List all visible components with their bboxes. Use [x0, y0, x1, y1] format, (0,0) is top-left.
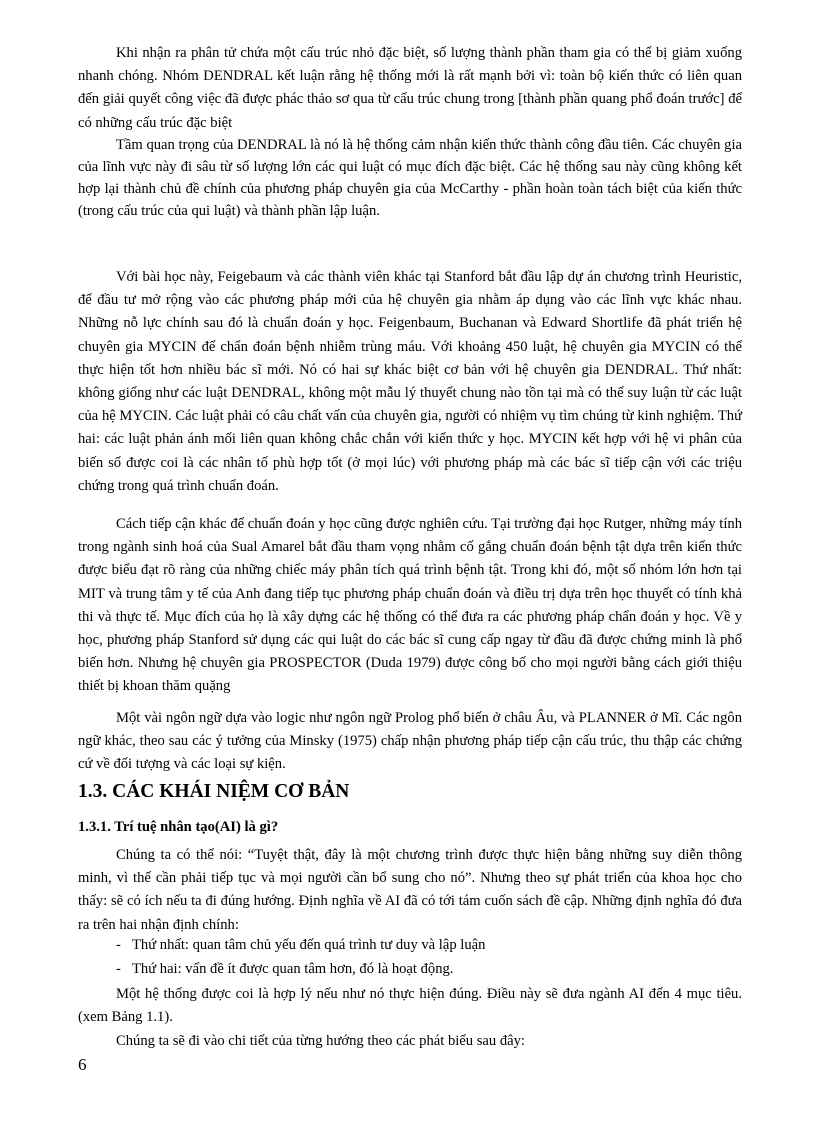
page-number: 6 — [78, 1055, 87, 1074]
list-item — [116, 934, 742, 956]
list-item-text: Thứ hai: vấn đề ít được quan tâm hơn, đó là hoạt động. — [132, 961, 454, 977]
list-item-text: Thứ nhất: quan tâm chủ yếu đến quá trình tư duy và lập luận — [132, 937, 486, 953]
paragraph-mycin: Với bài học này, Feigebaum và các thành viên khác tại Stanford bắt đầu lập dự án chương trình Heuristic, để đầu tư mở rộng vào các phương pháp mới của hệ chuyên gia nhằm áp dụng vào các lĩnh vực khác nhau. Những nỗ lực chính sau đó là chuẩn đoán y học. Feigenbaum, Buchanan và Edward Shortlife đã phát triển hệ chuyên gia MYCIN để chẩn đoán bệnh nhiễm trùng máu. Với khoảng 450 luật, hệ chuyên gia MYCIN có thể thực hiện tốt hơn nhiều bác sĩ mới. Nó có hai sự khác biệt cơ bản với hệ chuyên gia DENDRAL. Thứ nhất: không giống như các luật DENDRAL, không một mẫu lý thuyết chung nào tồn tại mà có thể suy luận từ các luật của hệ MYCIN. Các luật phải có câu chất vấn của chuyên gia, người có nhiệm vụ tìm chúng từ kinh nghiệm. Thứ hai: các luật phản ánh mối liên quan không chắc chắn với kiến thức y học. MYCIN kết hợp với hệ vi phân của biến số được coi là các nhân tố phù hợp tốt (ở mọi lúc) với phương pháp mà các bác sĩ tiếp cận với các triệu chứng trong quá trình chuẩn đoán. — [78, 269, 742, 494]
paragraph-logic-languages: Một vài ngôn ngữ dựa vào logic như ngôn ngữ Prolog phổ biến ở châu Âu, và PLANNER ở Mĩ. Các ngôn ngữ khác, theo sau các ý tưởng của Minsky (1975) chấp nhận phương pháp tiếp cận cấu trúc, thu thập các chứng cứ về đối tượng và các loại sự kiện. — [78, 710, 742, 773]
paragraph-dendral-structure: Khi nhận ra phân tử chứa một cấu trúc nhỏ đặc biệt, số lượng thành phần tham gia có thể bị giảm xuống nhanh chóng. Nhóm DENDRAL kết luận rằng hệ thống mới là rất mạnh bởi vì: toàn bộ kiến thức có liên quan đến giải quyết công việc đã được phác thảo sơ qua từ cấu trúc chung trong [thành phần quang phổ đoán trước] để có những cấu trúc đặc biệt — [78, 45, 742, 131]
section-heading: 1.3. CÁC KHÁI NIỆM CƠ BẢN — [78, 781, 350, 802]
paragraph-dendral-importance: Tầm quan trọng của DENDRAL là nó là hệ thống cảm nhận kiến thức thành công đầu tiên. Các chuyên gia của lĩnh vực này đi sâu từ số lượng lớn các qui luật có mục đích đặc biệt. Các hệ thống sau này cũng không kết hợp lại thành chủ đề chính của phương pháp chuyên gia của McCarthy - phần hoàn toàn tách biệt của kiến thức (trong cấu trúc của qui luật) và thành phần lập luận. — [78, 137, 742, 219]
bullet-marker: - — [116, 961, 121, 977]
subsection-heading: 1.3.1. Trí tuệ nhân tạo(AI) là gì? — [78, 819, 279, 835]
paragraph-rational-system: Một hệ thống được coi là hợp lý nếu như nó thực hiện đúng. Điều này sẽ đưa ngành AI đến 4 mục tiêu.(xem Bảng 1.1). — [78, 986, 742, 1026]
bullet-marker: - — [116, 937, 121, 953]
paragraph-details-intro: Chúng ta sẽ đi vào chi tiết của từng hướng theo các phát biểu sau đây: — [116, 1033, 525, 1049]
list-item — [116, 958, 742, 980]
paragraph-ai-definition: Chúng ta có thể nói: “Tuyệt thật, đây là một chương trình được thực hiện bằng những suy diễn thông minh, vì thế cần phải tiếp tục và mọi người cần bổ sung cho nó”. Nhưng theo sự phát triển của khoa học cho thấy: sẽ có ích nếu ta đi đúng hướng. Định nghĩa về AI đã có tới tám cuốn sách đề cập. Những định nghĩa đó đưa ra trên hai nhận định chính: — [78, 847, 742, 933]
paragraph-medical-diagnosis: Cách tiếp cận khác để chuẩn đoán y học cũng được nghiên cứu. Tại trường đại học Rutger, những máy tính trong ngành sinh hoá của Sual Amarel bắt đầu tham vọng nhằm cố gắng chuẩn đoán bệnh tật dựa trên kiến thức được biểu đạt rõ ràng của những chiếc máy phân tích quá trình bệnh tật. Trong khi đó, một số nhóm lớn hơn tại MIT và trung tâm y tế của Anh đang tiếp tục phương pháp chuẩn đoán và điều trị dựa trên học thuyết có tính khả thi và thực tế. Mục đích của họ là xây dựng các hệ thống có thể đưa ra các phương pháp chẩn đoán y học. Về y học, phương pháp Stanford sử dụng các qui luật do các bác sĩ cung cấp ngay từ đầu đã được chứng minh là phổ biến hơn. Nhưng hệ chuyên gia PROSPECTOR (Duda 1979) được công bố cho mọi người bằng cách giới thiệu thiết bị khoan thăm quặng — [78, 516, 742, 695]
